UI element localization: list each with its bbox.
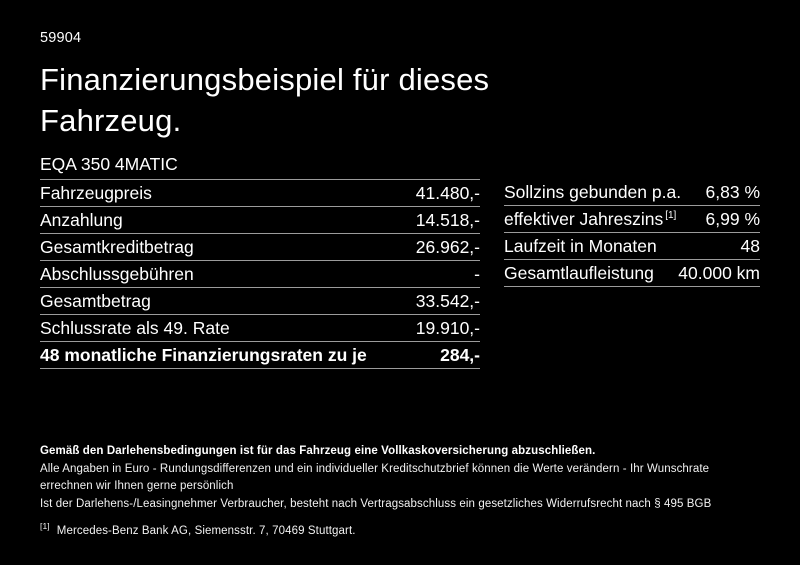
row-label: Gesamtbetrag: [40, 290, 151, 311]
table-row-interest-rate: [504, 179, 760, 206]
row-value: 40.000 km: [678, 262, 760, 283]
row-value: 6,99 %: [705, 208, 760, 229]
finance-conditions-column: [504, 153, 760, 369]
legal-footer: [40, 443, 760, 540]
table-row-total-amount: [40, 288, 480, 315]
withdrawal-note: Ist der Darlehens-/Leasingnehmer Verbraucher, besteht nach Vertragsabschluss ein gesetzliches Widerrufsrecht nach § 495 BGB: [40, 498, 712, 510]
table-row-term-months: [504, 233, 760, 260]
row-label: Gesamtkreditbetrag: [40, 236, 194, 257]
table-row-closing-fees: [40, 261, 480, 288]
table-row-total-credit: [40, 234, 480, 261]
document-id: 59904: [40, 30, 82, 46]
row-label: Laufzeit in Monaten: [504, 235, 657, 256]
row-label: Sollzins gebunden p.a.: [504, 181, 682, 202]
table-row-effective-rate: [504, 206, 760, 233]
finance-columns: [40, 153, 760, 369]
table-row-down-payment: [40, 207, 480, 234]
row-value: 284,-: [440, 344, 480, 365]
footnote-ref: [1]: [665, 209, 677, 221]
row-value: 14.518,-: [415, 209, 480, 230]
row-label: [504, 209, 676, 230]
footnote-marker: [1]: [40, 521, 50, 531]
vehicle-model-name: EQA 350 4MATIC: [40, 154, 178, 174]
row-value: 6,83 %: [705, 181, 760, 202]
heading-spacer: [504, 153, 760, 179]
euro-note: Alle Angaben in Euro - Rundungsdifferenzen und ein individueller Kreditschutzbrief können die Werte verändern - Ihr Wunschrate errechnen wir Ihnen gerne persönlich: [40, 463, 710, 492]
table-row-monthly-rate: [40, 342, 480, 369]
finance-table: [40, 179, 480, 369]
row-label: Abschlussgebühren: [40, 263, 194, 284]
row-value: 48: [740, 235, 760, 256]
row-value: -: [474, 263, 480, 284]
insurance-note: Gemäß den Darlehensbedingungen ist für das Fahrzeug eine Vollkaskoversicherung abzuschließen.: [40, 445, 596, 457]
table-row-vehicle-price: [40, 180, 480, 207]
row-value: 41.480,-: [415, 182, 480, 203]
row-label: Anzahlung: [40, 209, 123, 230]
row-label-text: effektiver Jahreszins: [504, 208, 664, 229]
page-title: [40, 59, 760, 141]
page-title-line1: Finanzierungsbeispiel für dieses: [40, 62, 490, 97]
row-value: 19.910,-: [415, 317, 480, 338]
bank-footnote: [40, 518, 760, 540]
page-title-line2: Fahrzeug.: [40, 103, 182, 138]
row-value: 33.542,-: [415, 290, 480, 311]
row-label: Fahrzeugpreis: [40, 182, 152, 203]
table-row-total-mileage: [504, 260, 760, 287]
table-row-final-installment: [40, 315, 480, 342]
footnote-text: Mercedes-Benz Bank AG, Siemensstr. 7, 70469 Stuttgart.: [56, 524, 356, 537]
row-value: 26.962,-: [415, 236, 480, 257]
row-label: Schlussrate als 49. Rate: [40, 317, 230, 338]
row-label: Gesamtlaufleistung: [504, 262, 654, 283]
row-label: 48 monatliche Finanzierungsraten zu je: [40, 344, 367, 365]
conditions-table: [504, 179, 760, 287]
finance-details-column: [40, 153, 480, 369]
